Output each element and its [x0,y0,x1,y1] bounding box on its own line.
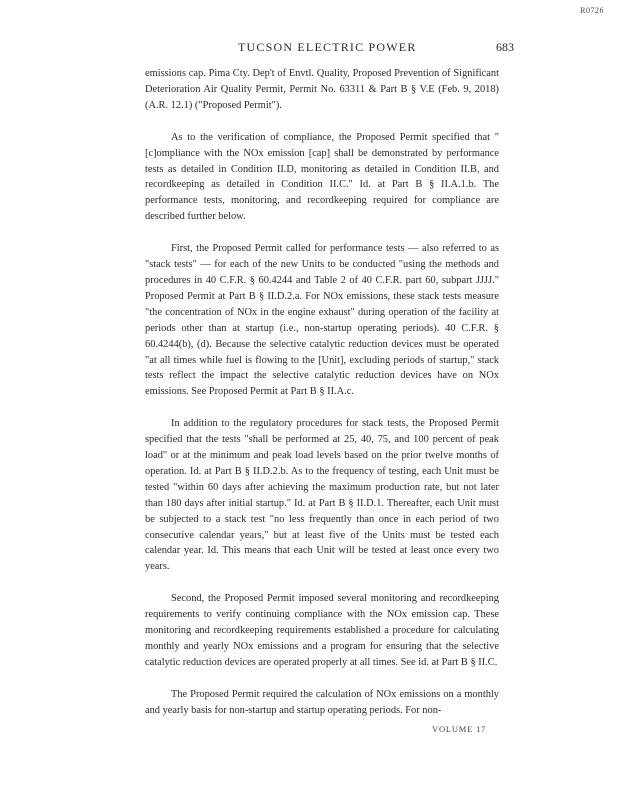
volume-stamp: VOLUME 17 [432,724,487,734]
paragraph-1: emissions cap. Pima Cty. Dep't of Envtl. Quality, Proposed Prevention of Significant Deterioration Air Quality Permit, Permit No. 63311 & Part B § V.E (Feb. 9, 2018) (A.R. 12.1) ("Proposed Permit"). [145,68,499,111]
corner-identifier: R0726 [580,6,604,15]
running-title: TUCSON ELECTRIC POWER [238,40,417,54]
paragraph-6: The Proposed Permit required the calculation of NOx emissions on a monthly and yearly basis for non-startup and startup operating periods. For non- [145,688,499,716]
running-header [0,40,618,60]
paragraph-3: First, the Proposed Permit called for performance tests — also referred to as "stack tests" — for each of the new Units to be conducted "using the methods and procedures in 40 C.F.R. § 60.4244 and Table 2 of 40 C.F.R. part 60, subpart JJJJ." Proposed Permit at Part B § II.D.2.a. For NOx emissions, these stack tests measure "the concentration of NOx in the engine exhaust" during operation of the facility at periods other than at startup (i.e., non-startup operating periods). 40 C.F.R. § 60.4244(b), (d). Because the selective catalytic reduction devices must be operated "at all times while fuel is flowing to the [Unit], excluding periods of startup," stack tests reflect the impact the selective catalytic reduction devices have on NOx emissions. See Proposed Permit at Part B § II.A.c. [145,243,499,398]
opinion-body [145,66,499,735]
paragraph-2: As to the verification of compliance, the Proposed Permit specified that "[c]ompliance with the NOx emission [cap] shall be demonstrated by performance tests as detailed in Condition II.D, monitoring as detailed in Condition II.B, and recordkeeping as detailed in Condition II.C." Id. at Part B § II.A.1.b. The performance tests, monitoring, and recordkeeping required for compliance are described further below. [145,131,499,223]
paragraph-5: Second, the Proposed Permit imposed several monitoring and recordkeeping requirements to verify continuing compliance with the NOx emission cap. These monitoring and recordkeeping requirements established a procedure for calculating monthly and yearly NOx emissions and a program for ensuring that the selective catalytic reduction devices are operated properly at all times. See id. at Part B § II.C. [145,593,499,668]
page-number: 683 [496,40,514,54]
paragraph-4: In addition to the regulatory procedures for stack tests, the Proposed Permit specified that the tests "shall be performed at 25, 40, 75, and 100 percent of peak load" or at the minimum and peak load levels based on the prior twelve months of operation. Id. at Part B § II.D.2.b. As to the frequency of testing, each Unit must be tested "within 60 days after achieving the maximum production rate, but not later than 180 days after initial startup." Id. at Part B § II.D.1. Thereafter, each Unit must be subjected to a stack test "no less frequently than once in each period of two consecutive calendar years," but at least five of the Units must be tested each calendar year. Id. This means that each Unit will be tested at least once every two years. [145,418,499,573]
